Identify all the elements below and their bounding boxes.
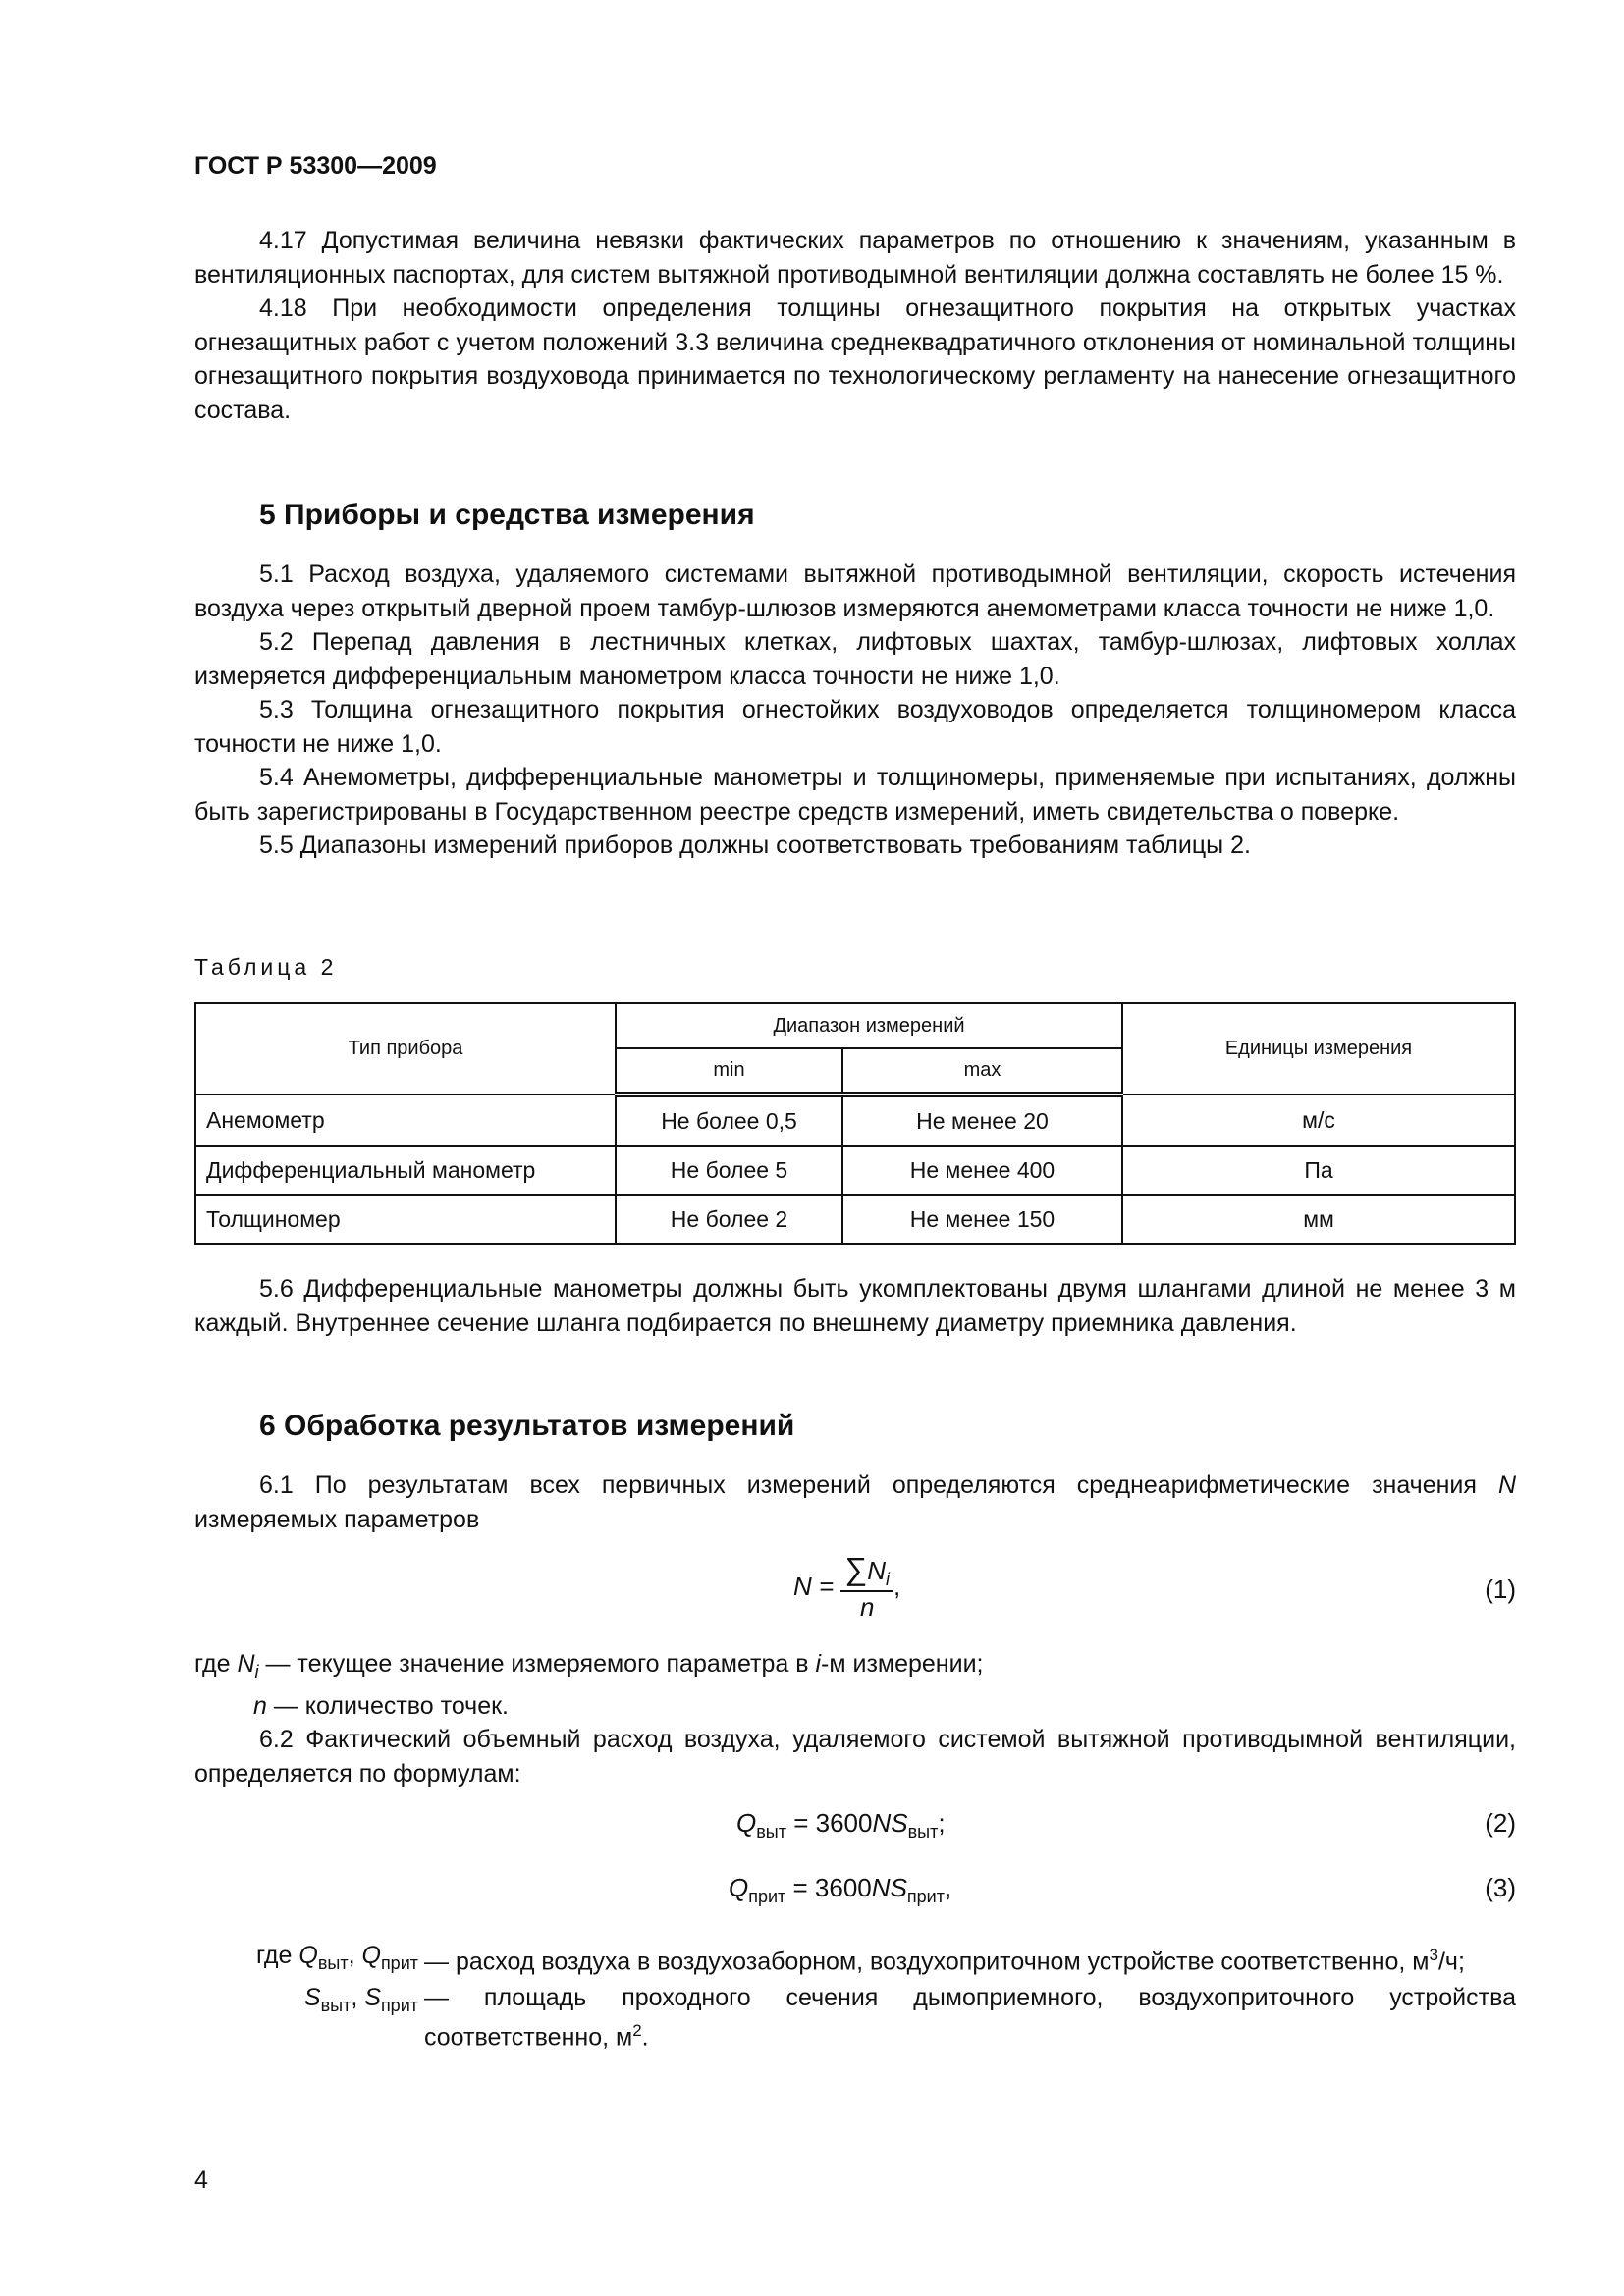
var-i: i [815, 1650, 822, 1678]
clause-4-18: 4.18 При необходимости определения толщины огнезащитного покрытия на открытых участках огнезащитных работ с учетом положений 3.3 величина среднеквадратичного отклонения от номинальной толщины огнезащитного покрытия воздуховода принимается по технологическому регламенту на нанесение огнезащитного состава. [194, 294, 1516, 424]
cell-units: Па [1122, 1146, 1515, 1195]
var-Q: Q [298, 1942, 318, 1969]
comma: , [893, 1572, 901, 1602]
var-N: N [867, 1556, 887, 1585]
def-key [194, 1981, 418, 2055]
formula-body [736, 1808, 946, 1842]
text: , [351, 1983, 365, 2011]
clause-6-1-block [194, 1468, 1516, 1536]
cell-type: Дифференциальный манометр [195, 1146, 616, 1195]
clauses-5 [194, 558, 1516, 863]
section-6-heading: 6 Обработка результатов измерений [259, 1410, 795, 1442]
header-min: min [616, 1048, 842, 1095]
page-number: 4 [194, 2166, 208, 2194]
clause-5-6-block [194, 1272, 1516, 1340]
var-N: N [872, 1808, 892, 1838]
equation-number: (1) [1485, 1575, 1516, 1604]
subscript: прит [906, 1887, 945, 1907]
cell-type: Анемометр [195, 1095, 616, 1146]
def-S [194, 1981, 1516, 2055]
cell-units: м/с [1122, 1095, 1515, 1146]
section-5-heading: 5 Приборы и средства измерения [259, 499, 755, 531]
text: , [348, 1942, 362, 1969]
clause-5-6: 5.6 Дифференциальные манометры должны быть укомплектованы двумя шлангами длиной не менее 3 м каждый. Внутреннее сечение шланга подбирается по внешнему диаметру приемника давления. [194, 1275, 1516, 1337]
var-S: S [891, 1808, 908, 1838]
punct: , [944, 1873, 952, 1902]
def-Q [194, 1939, 1516, 1981]
clauses-4 [194, 224, 1516, 427]
cell-min: Не более 5 [616, 1146, 842, 1195]
subscript: выт [320, 1995, 352, 2015]
formula-3 [194, 1873, 1516, 1932]
text: = 3600 [785, 1873, 872, 1902]
header-units: Единицы измерения [1122, 1003, 1515, 1095]
var-S: S [303, 1983, 321, 2011]
formula-1 [194, 1551, 1516, 1629]
text: измеряемых параметров [194, 1505, 480, 1533]
cell-min: Не более 2 [616, 1195, 842, 1244]
clause-5-5: 5.5 Диапазоны измерений приборов должны соответствовать требованиям таблицы 2. [259, 831, 1251, 859]
superscript: 2 [632, 2021, 642, 2040]
var-Q: Q [361, 1942, 381, 1969]
var-N: N [237, 1650, 255, 1678]
text: /ч; [1437, 1948, 1465, 1976]
var-S: S [364, 1983, 381, 2011]
var-n: n [253, 1691, 267, 1720]
var-n: n [859, 1592, 875, 1623]
text: = 3600 [785, 1808, 873, 1838]
text: -м измерении; [821, 1650, 984, 1678]
formula-body [729, 1873, 951, 1907]
clause-5-3: 5.3 Толщина огнезащитного покрытия огнестойких воздуховодов определяется толщиномером класса точности не ниже 1,0. [194, 696, 1516, 758]
cell-units: мм [1122, 1195, 1515, 1244]
def-text [418, 1939, 1516, 1981]
document-header: ГОСТ Р 53300—2009 [194, 152, 437, 180]
cell-max: Не менее 150 [842, 1195, 1122, 1244]
cell-min: Не более 0,5 [616, 1095, 842, 1146]
clause-6-1 [194, 1468, 1516, 1536]
subscript: прит [380, 1953, 418, 1973]
var-N: N [871, 1873, 891, 1902]
formula-body [793, 1551, 900, 1623]
equation-number: (2) [1485, 1808, 1516, 1838]
def-n [194, 1689, 1516, 1724]
text: — количество точек. [266, 1691, 509, 1720]
subscript: прит [748, 1887, 786, 1907]
index: i [254, 1662, 259, 1682]
clause-5-2: 5.2 Перепад давления в лестничных клетках, лифтовых шахтах, тамбур-шлюзах, лифтовых холлах измеряется дифференциальным манометром класса точности не ниже 1,0. [194, 628, 1516, 690]
cell-type: Толщиномер [195, 1195, 616, 1244]
def-Ni [194, 1647, 1516, 1689]
def-key [194, 1939, 418, 1981]
subscript: выт [317, 1953, 349, 1973]
table-row [195, 1195, 1515, 1244]
equation-number: (3) [1485, 1873, 1516, 1902]
subscript: выт [756, 1822, 786, 1842]
text: . [641, 2023, 649, 2052]
header-type: Тип прибора [195, 1003, 616, 1095]
table-caption: Таблица 2 [194, 954, 338, 980]
clause-5-4: 5.4 Анемометры, дифференциальные манометры и толщиномеры, применяемые при испытаниях, должны быть зарегистрированы в Государственном реестре средств измерений, иметь свидетельства о поверке. [194, 764, 1516, 826]
subscript: прит [380, 1995, 418, 2015]
superscript: 3 [1429, 1946, 1438, 1964]
clause-4-17: 4.17 Допустимая величина невязки фактических параметров по отношению к значениям, указанным в вентиляционных паспортах, для систем вытяжной противодымной вентиляции должна составлять не более 15 %. [194, 227, 1516, 289]
text: где [255, 1942, 299, 1969]
var-S: S [890, 1873, 907, 1902]
denominator [840, 1592, 893, 1623]
def-text [418, 1981, 1516, 2055]
clause-5-1: 5.1 Расход воздуха, удаляемого системами вытяжной противодымной вентиляции, скорость истечения воздуха через открытый дверной проем тамбур-шлюзов измеряются анемометрами класса точности не ниже 1,0. [194, 561, 1516, 622]
punct: ; [938, 1808, 946, 1838]
formula-2 [194, 1808, 1516, 1867]
instrument-range-table [194, 1002, 1516, 1245]
subscript: выт [907, 1822, 939, 1842]
numerator [840, 1551, 893, 1592]
text: — площадь проходного сечения дымоприемного, воздухоприточного устройства соответственно, м [424, 1983, 1516, 2052]
header-max: max [842, 1048, 1122, 1095]
var-Q: Q [736, 1808, 757, 1838]
where-1 [194, 1647, 1516, 1790]
fraction [840, 1551, 893, 1623]
where-2 [194, 1939, 1516, 2055]
header-range: Диапазон измерений [616, 1003, 1122, 1048]
var-N: N [1497, 1471, 1516, 1499]
var-Q: Q [729, 1873, 749, 1902]
text: — расход воздуха в воздухозаборном, воздухоприточном устройстве соответственно, м [424, 1948, 1430, 1976]
cell-max: Не менее 400 [842, 1146, 1122, 1195]
lhs: N = [793, 1572, 835, 1602]
text: где [194, 1650, 231, 1678]
table-row [195, 1146, 1515, 1195]
cell-max: Не менее 20 [842, 1095, 1122, 1146]
text: 6.1 По результатам всех первичных измерений определяются среднеарифметические значения [259, 1471, 1498, 1499]
index-i: i [886, 1570, 891, 1590]
sum-symbol: ∑ [844, 1551, 868, 1586]
table-row [195, 1095, 1515, 1146]
text: — текущее значение измеряемого параметра в [258, 1650, 816, 1678]
clause-6-2: 6.2 Фактический объемный расход воздуха, удаляемого системой вытяжной противодымной вентиляции, определяется по формулам: [194, 1726, 1516, 1788]
